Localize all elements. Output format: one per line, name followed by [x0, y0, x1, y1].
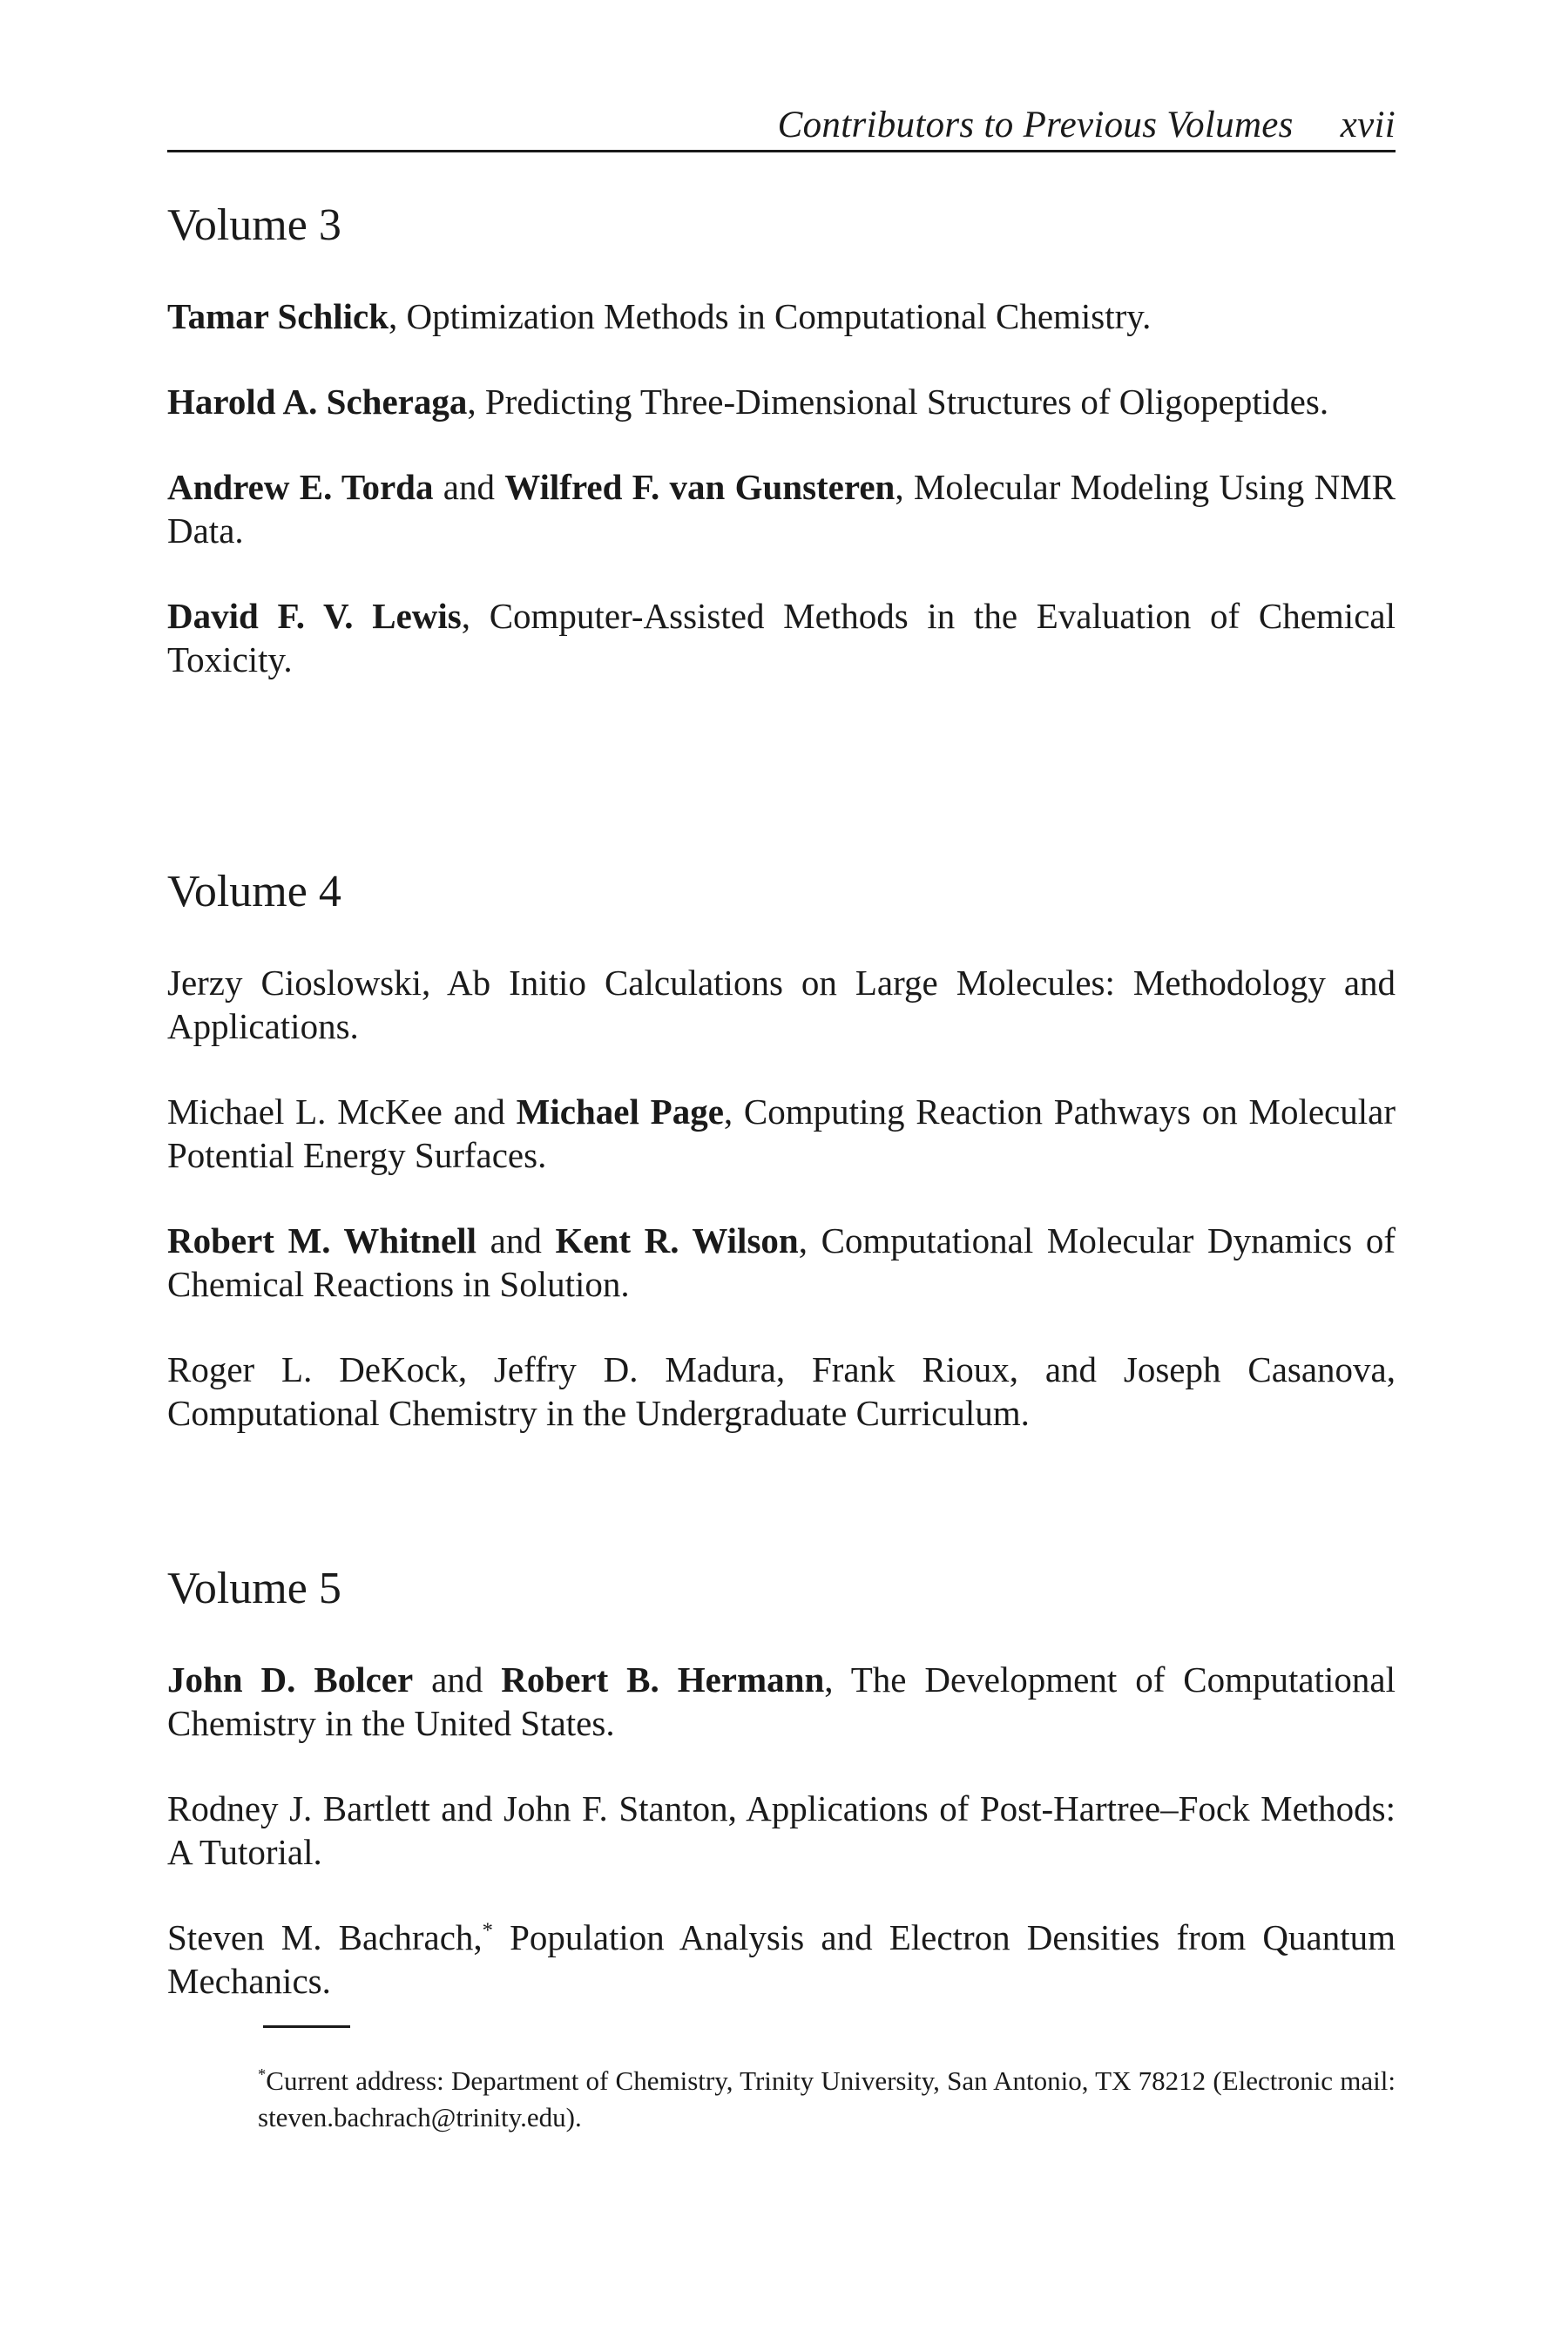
- entry-authors-2: Wilfred F. van Gunsteren: [504, 467, 896, 507]
- entry-title: , Ab Initio Calculations on Large Molecules: Methodology and Applications.: [167, 963, 1396, 1046]
- entry-authors-2: Joseph Casanova: [1123, 1349, 1387, 1389]
- footnote-marker: *: [258, 2065, 267, 2085]
- contribution-entry: [167, 294, 1396, 338]
- entry-authors-2: Kent R. Wilson: [555, 1220, 799, 1260]
- contribution-entry: [167, 1787, 1396, 1874]
- contribution-entry: [167, 465, 1396, 552]
- entry-authors: Roger L. DeKock, Jeffry D. Madura, Frank Rioux,: [167, 1349, 1018, 1389]
- entry-title: Population Analysis and Electron Densities from Quantum Mechanics.: [167, 1917, 1396, 2001]
- contribution-entry: [167, 594, 1396, 681]
- volume-4-section: [167, 865, 1396, 1435]
- entry-authors: Robert M. Whitnell: [167, 1220, 477, 1260]
- entry-connector: and: [442, 1092, 517, 1132]
- entry-title: , The Development of Computational Chemistry in the United States.: [167, 1659, 1396, 1743]
- volume-heading: Volume 4: [167, 867, 341, 916]
- entry-authors-2: John F. Stanton: [504, 1788, 728, 1828]
- entry-title: , Optimization Methods in Computational Chemistry.: [389, 296, 1152, 336]
- volume-heading: Volume 3: [167, 200, 341, 250]
- entry-authors: Tamar Schlick: [167, 296, 389, 336]
- entry-title: , Computing Reaction Pathways on Molecular Potential Energy Surfaces.: [167, 1092, 1396, 1175]
- entry-authors: Michael L. McKee: [167, 1092, 443, 1132]
- footnote-rule: [263, 2025, 350, 2028]
- entry-authors-2: Michael Page: [516, 1092, 724, 1132]
- entry-authors: John D. Bolcer: [167, 1659, 414, 1700]
- entry-authors: Steven M. Bachrach,: [167, 1917, 483, 1957]
- entry-title: , Predicting Three-Dimensional Structures of Oligopeptides.: [467, 382, 1329, 422]
- entry-authors: Andrew E. Torda: [167, 467, 434, 507]
- volume-3-section: [167, 199, 1396, 681]
- entry-connector: and: [1017, 1349, 1124, 1389]
- running-header-title: Contributors to Previous Volumes: [777, 105, 1294, 145]
- contribution-entry: [167, 1090, 1396, 1177]
- contribution-entry: [167, 1658, 1396, 1745]
- contribution-entry: [167, 380, 1396, 423]
- volume-5-section: [167, 1562, 1396, 2003]
- entry-authors: Rodney J. Bartlett: [167, 1788, 430, 1828]
- contribution-entry: [167, 1348, 1396, 1435]
- contribution-entry: [167, 961, 1396, 1048]
- footnote: [258, 2063, 1396, 2136]
- footnote-marker: *: [482, 1918, 493, 1943]
- header-rule: [167, 150, 1396, 152]
- entry-title: , Applications of Post-Hartree–Fock Methods: A Tutorial.: [167, 1788, 1396, 1872]
- running-header: [167, 103, 1396, 148]
- entry-authors: David F. V. Lewis: [167, 596, 462, 636]
- entry-authors: Harold A. Scheraga: [167, 382, 468, 422]
- contribution-entry: [167, 1916, 1396, 2003]
- page: [167, 0, 1396, 2352]
- entry-connector: and: [413, 1659, 502, 1700]
- entry-title: , Molecular Modeling Using NMR Data.: [167, 467, 1396, 551]
- footnote-text: Current address: Department of Chemistry, Trinity University, San Antonio, TX 78212 (Electronic mail: steven.bachrach@trinity.edu).: [258, 2065, 1396, 2132]
- contribution-entry: [167, 1219, 1396, 1306]
- volume-heading: Volume 5: [167, 1564, 341, 1613]
- entry-connector: and: [429, 1788, 504, 1828]
- entry-title: , Computational Molecular Dynamics of Chemical Reactions in Solution.: [167, 1220, 1396, 1304]
- page-number: xvii: [1340, 105, 1396, 145]
- entry-connector: and: [433, 467, 505, 507]
- entry-authors: Jerzy Cioslowski: [167, 963, 422, 1003]
- entry-title: , Computer-Assisted Methods in the Evaluation of Chemical Toxicity.: [167, 596, 1396, 679]
- entry-title: , Computational Chemistry in the Undergraduate Curriculum.: [167, 1349, 1396, 1433]
- entry-connector: and: [476, 1220, 556, 1260]
- entry-authors-2: Robert B. Hermann: [501, 1659, 825, 1700]
